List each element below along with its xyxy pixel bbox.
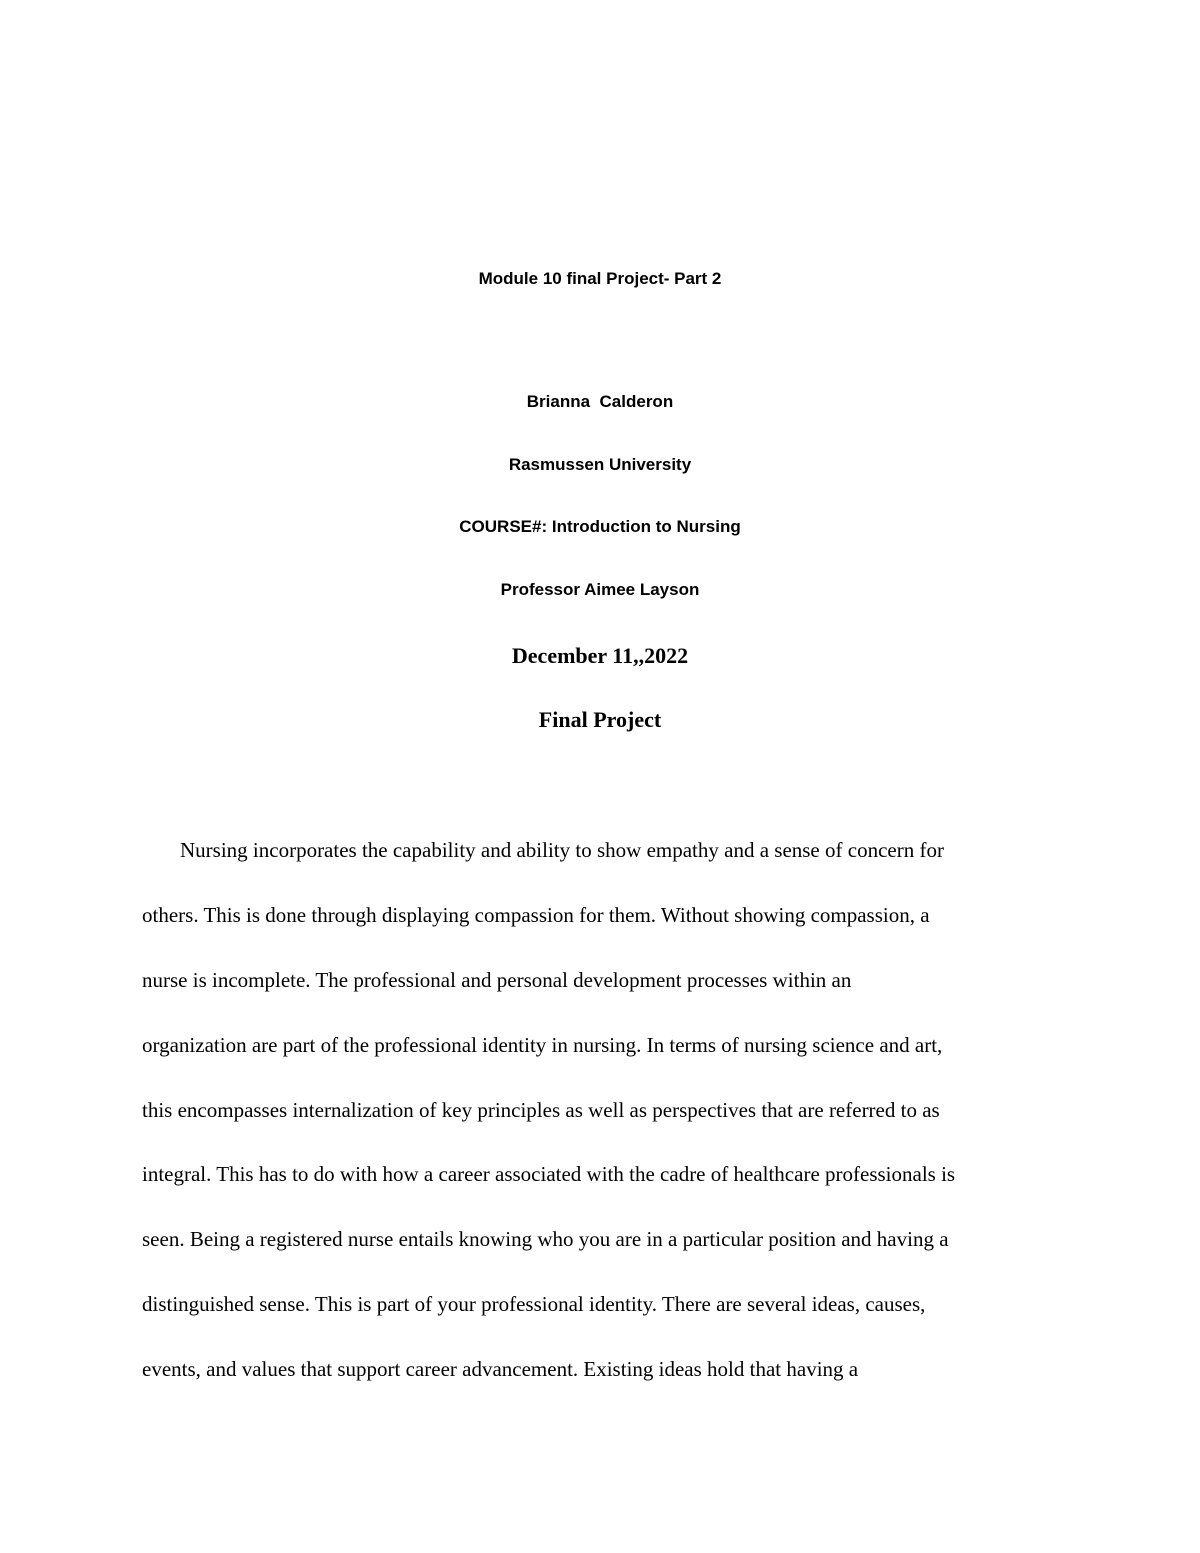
body-line: this encompasses internalization of key principles as well as perspectives that are referred to as xyxy=(142,1098,940,1122)
submission-date: December 11,,2022 xyxy=(511,643,689,668)
institution-name: Rasmussen University xyxy=(508,455,692,474)
body-line: seen. Being a registered nurse entails knowing who you are in a particular position and having a xyxy=(142,1227,949,1251)
body-line: others. This is done through displaying compassion for them. Without showing compassion, a xyxy=(142,903,930,927)
body-line: distinguished sense. This is part of your professional identity. There are several ideas, causes, xyxy=(142,1292,926,1316)
body-line: integral. This has to do with how a career associated with the cadre of healthcare professionals is xyxy=(142,1162,956,1186)
author-name: Brianna Calderon xyxy=(526,392,674,411)
course-name: COURSE#: Introduction to Nursing xyxy=(459,517,741,536)
professor-name: Professor Aimee Layson xyxy=(500,580,700,599)
body-line: nurse is incomplete. The professional and personal development processes within an xyxy=(142,968,852,992)
paper-title: Final Project xyxy=(538,707,662,732)
body-line: Nursing incorporates the capability and ability to show empathy and a sense of concern for xyxy=(180,838,944,862)
body-line: organization are part of the professional identity in nursing. In terms of nursing science and art, xyxy=(142,1033,943,1057)
body-line: events, and values that support career advancement. Existing ideas hold that having a xyxy=(142,1357,859,1381)
module-title: Module 10 final Project- Part 2 xyxy=(478,269,722,288)
